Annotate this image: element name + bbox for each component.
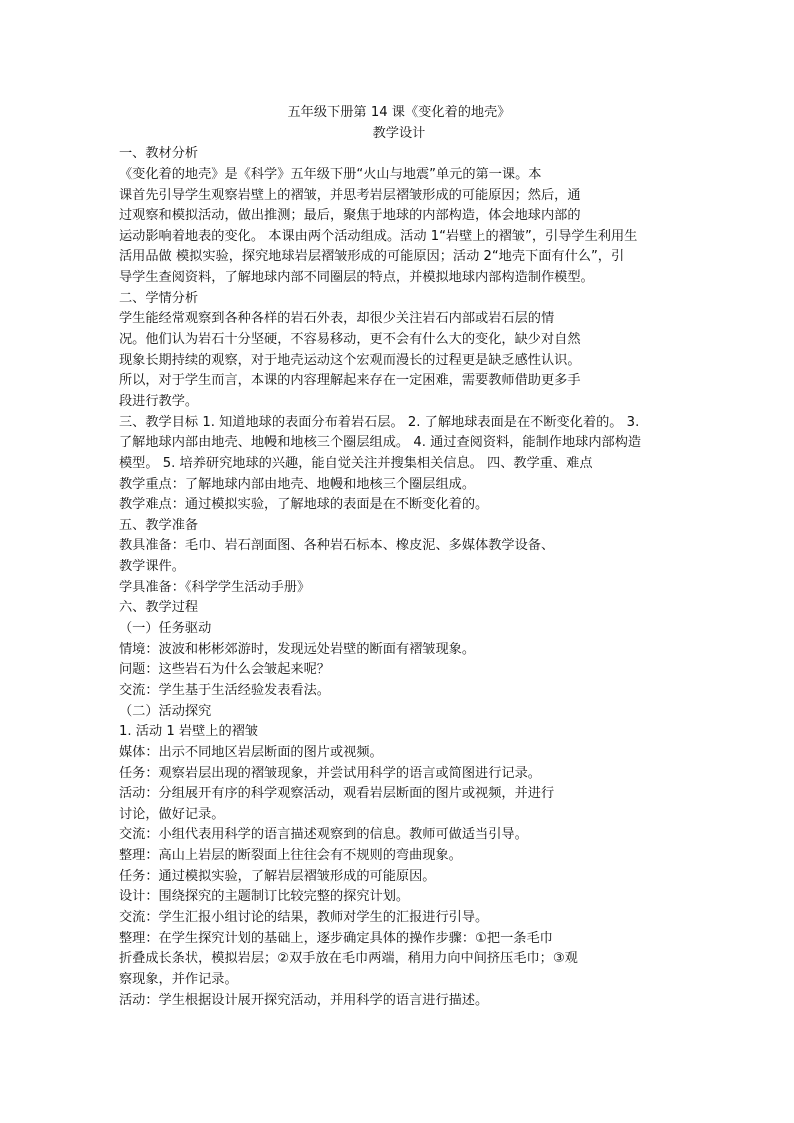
- paragraph-line: 活动：分组展开有序的科学观察活动，观看岩层断面的图片或视频，并进行: [119, 786, 555, 802]
- paragraph-line: 教学课件。: [119, 559, 185, 575]
- paragraph-line: 交流：学生基于生活经验发表看法。: [119, 682, 330, 698]
- activity-heading: 1. 活动 1 岩壁上的褶皱: [119, 724, 259, 740]
- paragraph-line: 讨论，做好记录。: [119, 806, 225, 822]
- section-heading: 二、学情分析: [119, 290, 199, 306]
- paragraph-line: 段进行教学。: [119, 393, 199, 409]
- paragraph-line: 现象长期持续的观察，对于地壳运动这个宏观而漫长的过程更是缺乏感性认识。: [119, 352, 581, 368]
- paragraph-line: 折叠成长条状，模拟岩层；②双手放在毛巾两端，稍用力向中间挤压毛巾；③观: [119, 951, 578, 967]
- paragraph-line: 情境：波波和彬彬郊游时，发现远处岩壁的断面有褶皱现象。: [119, 641, 476, 657]
- paragraph-line: 学生能经常观察到各种各样的岩石外表，却很少关注岩石内部或岩石层的情: [119, 311, 555, 327]
- paragraph-line: 运动影响着地表的变化。 本课由两个活动组成。活动 1“岩壁上的褶皱”，引导学生利用生: [119, 228, 638, 244]
- document-title: 五年级下册第 14 课《变化着的地壳》: [287, 105, 511, 120]
- paragraph-line: 所以，对于学生而言，本课的内容理解起来存在一定困难，需要教师借助更多手: [119, 373, 581, 389]
- subsection-heading: （二）活动探究: [119, 703, 212, 719]
- paragraph-line: 整理：高山上岩层的断裂面上往往会有不规则的弯曲现象。: [119, 848, 462, 864]
- paragraph-line: 察现象，并作记录。: [119, 971, 238, 987]
- paragraph-line: 任务：通过模拟实验，了解岩层褶皱形成的可能原因。: [119, 868, 436, 884]
- document-subtitle: 教学设计: [372, 125, 426, 141]
- paragraph-line: 学具准备：《科学学生活动手册》: [119, 579, 311, 595]
- paragraph-line: 过观察和模拟活动，做出推测；最后，聚焦于地球的内部构造，体会地球内部的: [119, 208, 581, 224]
- document-body: [119, 103, 679, 1011]
- paragraph-line: 任务：观察岩层出现的褶皱现象，并尝试用科学的语言或简图进行记录。: [119, 765, 541, 781]
- paragraph-line: 设计：围绕探究的主题制订比较完整的探究计划。: [119, 889, 410, 905]
- paragraph-line: 活用品做 模拟实验，探究地球岩层褶皱形成的可能原因；活动 2“地壳下面有什么”，引: [119, 249, 625, 265]
- paragraph-line: 模型。 5. 培养研究地球的兴趣，能自觉关注并搜集相关信息。 四、教学重、难点: [119, 455, 593, 471]
- paragraph-line: 整理：在学生探究计划的基础上，逐步确定具体的操作步骤：①把一条毛巾: [119, 930, 553, 946]
- paragraph-line: 导学生查阅资料，了解地球内部不同圈层的特点，并模拟地球内部构造制作模型。: [119, 270, 594, 286]
- paragraph-line: 课首先引导学生观察岩壁上的褶皱，并思考岩层褶皱形成的可能原因；然后，通: [119, 187, 581, 203]
- paragraph-line: 了解地球内部由地壳、地幔和地核三个圈层组成。 4. 通过查阅资料，能制作地球内部构造: [119, 435, 642, 451]
- paragraph-line: 交流：学生汇报小组讨论的结果，教师对学生的汇报进行引导。: [119, 909, 489, 925]
- paragraph-line: 教具准备：毛巾、岩石剖面图、各种岩石标本、橡皮泥、多媒体教学设备、: [119, 538, 555, 554]
- paragraph-line: 活动：学生根据设计展开探究活动，并用科学的语言进行描述。: [119, 992, 489, 1008]
- paragraph-line: 媒体：出示不同地区岩层断面的图片或视频。: [119, 744, 383, 760]
- paragraph-line: 教学难点：通过模拟实验，了解地球的表面是在不断变化着的。: [119, 497, 489, 513]
- subsection-heading: （一）任务驱动: [119, 621, 212, 637]
- paragraph-line: 交流：小组代表用科学的语言描述观察到的信息。教师可做适当引导。: [119, 827, 528, 843]
- section-heading: 五、教学准备: [119, 517, 199, 533]
- paragraph-line: 况。他们认为岩石十分坚硬，不容易移动，更不会有什么大的变化，缺少对自然: [119, 332, 581, 348]
- section-heading: 一、教材分析: [119, 146, 199, 162]
- paragraph-line: 教学重点：了解地球内部由地壳、地幔和地核三个圈层组成。: [119, 476, 476, 492]
- paragraph-line: 三、教学目标 1. 知道地球的表面分布着岩石层。 2. 了解地球表面是在不断变化着的。 3.: [119, 414, 640, 430]
- paragraph-line: 问题：这些岩石为什么会皱起来呢？: [119, 662, 330, 678]
- section-heading: 六、教学过程: [119, 600, 199, 616]
- paragraph-line: 《变化着的地壳》是《科学》五年级下册“火山与地震”单元的第一课。本: [119, 166, 542, 182]
